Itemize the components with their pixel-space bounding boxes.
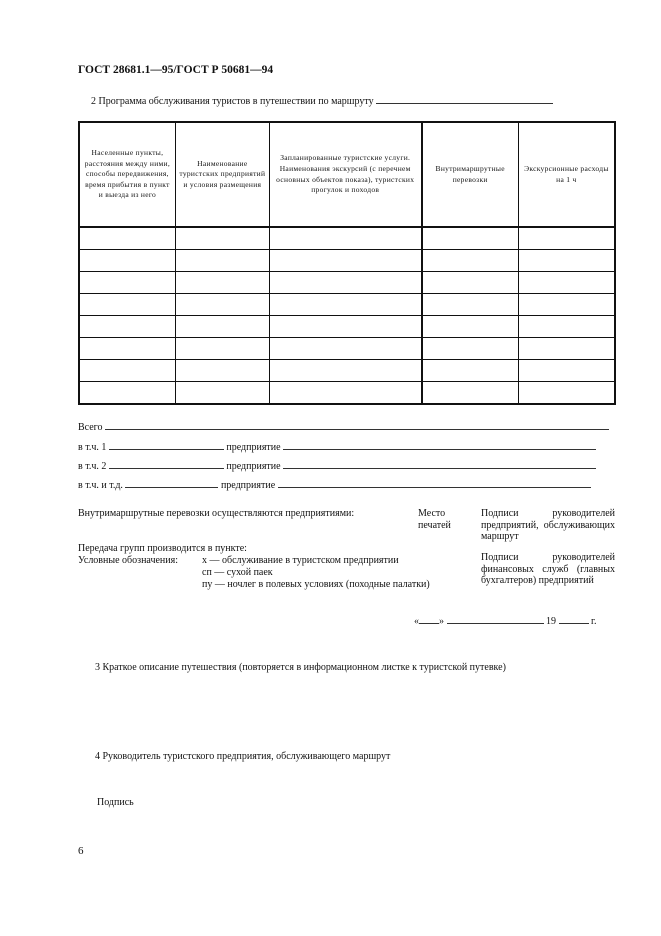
table-row [79,294,615,316]
table-cell[interactable] [422,272,519,294]
table-cell[interactable] [79,227,175,250]
page-number: 6 [78,845,84,857]
table-cell[interactable] [175,316,269,338]
fill-line [105,420,609,430]
section-3-title: 3 Краткое описание путешествия (повторяется в информационном листке к туристской путевке) [95,662,506,673]
incl2-row [78,459,596,472]
table-cell[interactable] [518,316,615,338]
table-cell[interactable] [518,227,615,250]
section-2-title [91,94,553,107]
incl-etc-row [78,478,591,491]
signature-managers: Подписи руководителей предприятий, обслуживающих маршрут [481,508,615,542]
total-label: Всего [78,422,103,433]
fill-line [559,614,589,624]
transport-text: Внутримаршрутные перевозки осуществляются предприятиями: [78,508,355,519]
year-prefix: 19 [546,616,556,627]
table-cell[interactable] [422,227,519,250]
section-4-title: 4 Руководитель туристского предприятия, обслуживающего маршрут [95,751,391,762]
column-header: Наименование туристских предприятий и условия размещения [175,122,269,227]
fill-line [419,614,439,624]
incl-etc-label: в т.ч. и т.д. [78,480,123,491]
table-cell[interactable] [79,382,175,405]
table-cell[interactable] [422,316,519,338]
enterprise-label: предприятие [226,442,281,453]
legend-item: х — обслуживание в туристском предприятии [202,555,399,566]
table-cell[interactable] [175,227,269,250]
table-cell[interactable] [175,360,269,382]
quote-close: » [439,616,444,627]
column-header: Населенные пункты, расстояния между ними, способы передвижения, время прибытия в пункт и выезда из него [79,122,175,227]
table-cell[interactable] [79,294,175,316]
signature-accountants: Подписи руководителей финансовых служб (главных бухгалтеров) предприятий [481,552,615,586]
quote-open: « [414,616,419,627]
fill-line [125,478,218,488]
fill-line [109,440,224,450]
legend-item: сп — сухой паек [202,567,273,578]
enterprise-label: предприятие [226,461,281,472]
table-cell[interactable] [175,338,269,360]
table-cell[interactable] [518,272,615,294]
table-cell[interactable] [269,382,421,405]
year-suffix: г. [591,616,597,627]
legend-label: Условные обозначения: [78,555,179,566]
table-cell[interactable] [79,360,175,382]
fill-line [447,614,544,624]
total-row [78,420,609,433]
document-header: ГОСТ 28681.1—95/ГОСТ Р 50681—94 [78,64,274,76]
table-row [79,338,615,360]
transfer-text: Передача групп производится в пункте: [78,543,247,554]
table-cell[interactable] [518,338,615,360]
fill-line [283,459,596,469]
table-cell[interactable] [269,360,421,382]
table-cell[interactable] [269,250,421,272]
fill-line [283,440,596,450]
table-cell[interactable] [269,338,421,360]
fill-line [278,478,591,488]
table-row [79,360,615,382]
legend-item: пу — ночлег в полевых условиях (походные палатки) [202,579,430,590]
table-cell[interactable] [79,272,175,294]
column-header: Внутримаршрутные перевозки [422,122,519,227]
column-header: Экскурсионные расходы на 1 ч [518,122,615,227]
fill-line [109,459,224,469]
enterprise-label: предприятие [220,480,276,491]
table-cell[interactable] [269,316,421,338]
date-line [414,614,596,627]
table-cell[interactable] [422,338,519,360]
table-cell[interactable] [518,360,615,382]
section-2-text: 2 Программа обслуживания туристов в путешествии по маршруту [91,96,374,107]
table-cell[interactable] [422,250,519,272]
fill-line [376,94,553,104]
table-cell[interactable] [79,316,175,338]
table-row [79,382,615,405]
table-cell[interactable] [422,360,519,382]
table-row [79,250,615,272]
table-cell[interactable] [79,250,175,272]
table-row [79,227,615,250]
incl2-label: в т.ч. 2 [78,461,107,472]
table-row [79,316,615,338]
table-cell[interactable] [175,382,269,405]
table-cell[interactable] [175,272,269,294]
incl1-row [78,440,596,453]
column-header: Запланированные туристские услуги. Наименования экскурсий (с перечнем основных объектов показа), туристских прогулок и походов [269,122,421,227]
table-cell[interactable] [518,250,615,272]
signature-label: Подпись [97,797,134,808]
table-cell[interactable] [269,272,421,294]
table-cell[interactable] [422,382,519,405]
incl1-label: в т.ч. 1 [78,442,107,453]
table-cell[interactable] [79,338,175,360]
table-cell[interactable] [269,227,421,250]
table-row [79,272,615,294]
table-cell[interactable] [422,294,519,316]
table-cell[interactable] [518,294,615,316]
table-cell[interactable] [175,250,269,272]
table-cell[interactable] [269,294,421,316]
table-cell[interactable] [175,294,269,316]
stamp-place: Место печатей [418,508,451,531]
program-table [78,121,616,405]
table-cell[interactable] [518,382,615,405]
